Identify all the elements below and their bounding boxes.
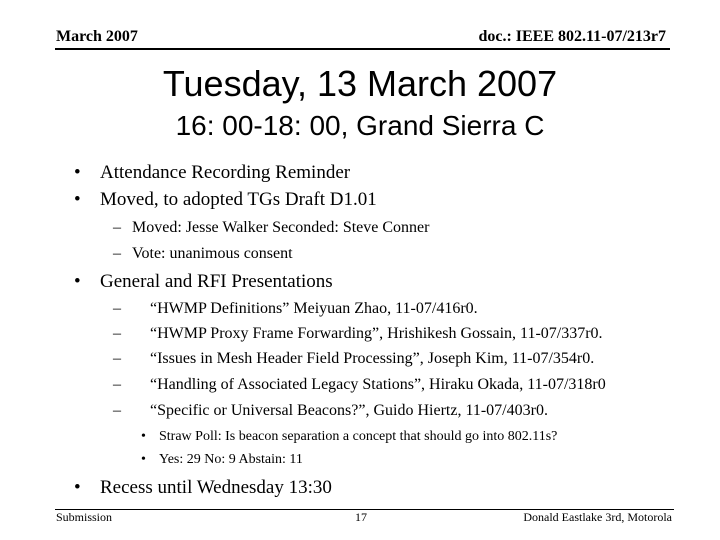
header-doc-id: doc.: IEEE 802.11-07/213r7 <box>478 28 666 45</box>
dash-marker: – <box>113 376 121 393</box>
dash-marker: – <box>113 402 121 419</box>
dash-marker: – <box>113 300 121 317</box>
bullet-text: Attendance Recording Reminder <box>100 162 351 183</box>
dash-marker: – <box>113 245 121 262</box>
sub-bullet-text: Moved: Jesse Walker Seconded: Steve Conner <box>132 219 430 236</box>
bullet-text: Moved, to adopted TGs Draft D1.01 <box>100 189 377 210</box>
bullet-marker: • <box>74 271 81 292</box>
footer-author: Donald Eastlake 3rd, Motorola <box>523 510 672 524</box>
slide-title: Tuesday, 13 March 2007 <box>162 63 558 104</box>
bullet-text: General and RFI Presentations <box>100 271 333 292</box>
dash-marker: – <box>113 350 121 367</box>
sub-bullet-text: “HWMP Definitions” Meiyuan Zhao, 11-07/416r0. <box>150 300 478 317</box>
header-date: March 2007 <box>56 28 138 45</box>
dash-marker: – <box>113 325 121 342</box>
bullet-marker: • <box>74 477 81 498</box>
bullet-marker: • <box>141 429 146 444</box>
sub-bullet-text: “Handling of Associated Legacy Stations”, Hiraku Okada, 11-07/318r0 <box>150 376 606 393</box>
footer-page-number: 17 <box>355 510 367 524</box>
sub-bullet-text: “Issues in Mesh Header Field Processing”, Joseph Kim, 11-07/354r0. <box>150 350 595 367</box>
sub-bullet-text: Vote: unanimous consent <box>132 245 293 262</box>
header-rule <box>55 48 670 50</box>
sub-bullet-text: “Specific or Universal Beacons?”, Guido Hiertz, 11-07/403r0. <box>150 402 548 419</box>
bullet-marker: • <box>141 452 146 467</box>
sub-sub-bullet-text: Straw Poll: Is beacon separation a concept that should go into 802.11s? <box>159 429 558 444</box>
bullet-marker: • <box>74 189 81 210</box>
slide-subtitle: 16: 00-18: 00, Grand Sierra C <box>175 110 545 141</box>
bullet-marker: • <box>74 162 81 183</box>
sub-bullet-text: “HWMP Proxy Frame Forwarding”, Hrishikesh Gossain, 11-07/337r0. <box>150 325 603 342</box>
bullet-text: Recess until Wednesday 13:30 <box>100 477 332 498</box>
dash-marker: – <box>113 219 121 236</box>
sub-sub-bullet-text: Yes: 29 No: 9 Abstain: 11 <box>159 452 303 467</box>
footer-submission: Submission <box>56 510 113 524</box>
